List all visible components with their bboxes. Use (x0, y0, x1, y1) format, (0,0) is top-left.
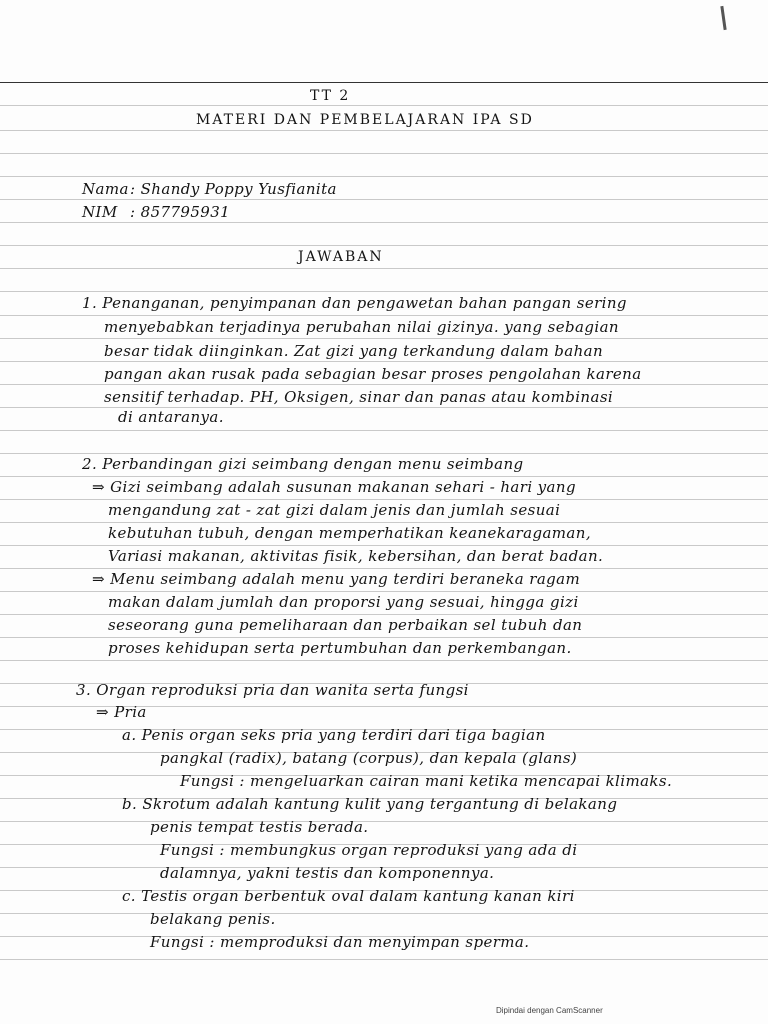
answer-1-line: pangan akan rusak pada sebagian besar proses pengolahan karena (104, 365, 642, 383)
ruled-line (0, 522, 768, 523)
ruled-line (0, 660, 768, 661)
scanner-footer: Dipindai dengan CamScanner (496, 1006, 603, 1015)
ruled-line (0, 430, 768, 431)
answer-2-line: ⇒ Gizi seimbang adalah susunan makanan sehari - hari yang (92, 478, 576, 496)
ruled-line (0, 268, 768, 269)
answer-3-line: Fungsi : mengeluarkan cairan mani ketika mencapai klimaks. (180, 772, 673, 790)
ruled-line (0, 545, 768, 546)
nim-value: : 857795931 (130, 203, 231, 221)
ruled-line (0, 407, 768, 408)
ruled-line (0, 591, 768, 592)
ruled-line (0, 568, 768, 569)
ruled-line (0, 153, 768, 154)
ruled-line (0, 821, 768, 822)
answer-2-line: Variasi makanan, aktivitas fisik, kebersihan, dan berat badan. (108, 547, 604, 565)
answer-2-line: proses kehidupan serta pertumbuhan dan perkembangan. (108, 639, 572, 657)
answer-1-line: menyebabkan terjadinya perubahan nilai gizinya. yang sebagian (104, 318, 619, 336)
ruled-line (0, 476, 768, 477)
answer-3-line: pangkal (radix), batang (corpus), dan kepala (glans) (160, 749, 578, 767)
answer-2-line: ⇒ Menu seimbang adalah menu yang terdiri beraneka ragam (92, 570, 581, 588)
ruled-line (0, 82, 768, 83)
name-value: : Shandy Poppy Yusfianita (130, 180, 337, 198)
ruled-line (0, 959, 768, 960)
ruled-line (0, 913, 768, 914)
answer-3-line: c. Testis organ berbentuk oval dalam kantung kanan kiri (122, 887, 575, 905)
ruled-line (0, 384, 768, 385)
answer-3-line: belakang penis. (150, 910, 276, 928)
subject-title: MATERI DAN PEMBELAJARAN IPA SD (196, 112, 534, 128)
answer-2-title: 2. Perbandingan gizi seimbang dengan menu seimbang (82, 455, 524, 473)
ruled-line (0, 338, 768, 339)
ruled-line (0, 361, 768, 362)
answer-3-subheading: ⇒ Pria (96, 703, 147, 721)
ruled-line (0, 176, 768, 177)
answer-2-line: kebutuhan tubuh, dengan memperhatikan keanekaragaman, (108, 524, 592, 542)
answer-3-line: Fungsi : membungkus organ reproduksi yang ada di (160, 841, 578, 859)
answer-2-line: mengandung zat - zat gizi dalam jenis dan jumlah sesuai (108, 501, 561, 519)
ruled-line (0, 222, 768, 223)
corner-mark (720, 6, 726, 30)
answer-2-line: makan dalam jumlah dan proporsi yang sesuai, hingga gizi (108, 593, 579, 611)
answer-1-line: besar tidak diinginkan. Zat gizi yang terkandung dalam bahan (104, 342, 604, 360)
answer-1-line: 1. Penanganan, penyimpanan dan pengawetan bahan pangan sering (82, 294, 627, 312)
ruled-line (0, 453, 768, 454)
name-label: Nama (82, 180, 129, 198)
ruled-line (0, 245, 768, 246)
answer-3-title: 3. Organ reproduksi pria dan wanita serta fungsi (76, 681, 469, 699)
ruled-line (0, 199, 768, 200)
answer-3-line: Fungsi : memproduksi dan menyimpan sperma. (150, 933, 530, 951)
ruled-line (0, 291, 768, 292)
answer-1-line: di antaranya. (118, 408, 224, 426)
ruled-line (0, 637, 768, 638)
answer-title: JAWABAN (298, 249, 384, 265)
answer-3-line: penis tempat testis berada. (150, 818, 369, 836)
ruled-line (0, 315, 768, 316)
nim-label: NIM (82, 203, 118, 221)
assignment-code: TT 2 (310, 88, 351, 104)
ruled-line (0, 105, 768, 106)
answer-3-line: a. Penis organ seks pria yang terdiri dari tiga bagian (122, 726, 546, 744)
answer-2-line: seseorang guna pemeliharaan dan perbaikan sel tubuh dan (108, 616, 583, 634)
ruled-line (0, 499, 768, 500)
answer-1-line: sensitif terhadap. PH, Oksigen, sinar dan panas atau kombinasi (104, 388, 614, 406)
answer-3-line: dalamnya, yakni testis dan komponennya. (160, 864, 495, 882)
ruled-line (0, 130, 768, 131)
ruled-line (0, 614, 768, 615)
answer-3-line: b. Skrotum adalah kantung kulit yang tergantung di belakang (122, 795, 618, 813)
